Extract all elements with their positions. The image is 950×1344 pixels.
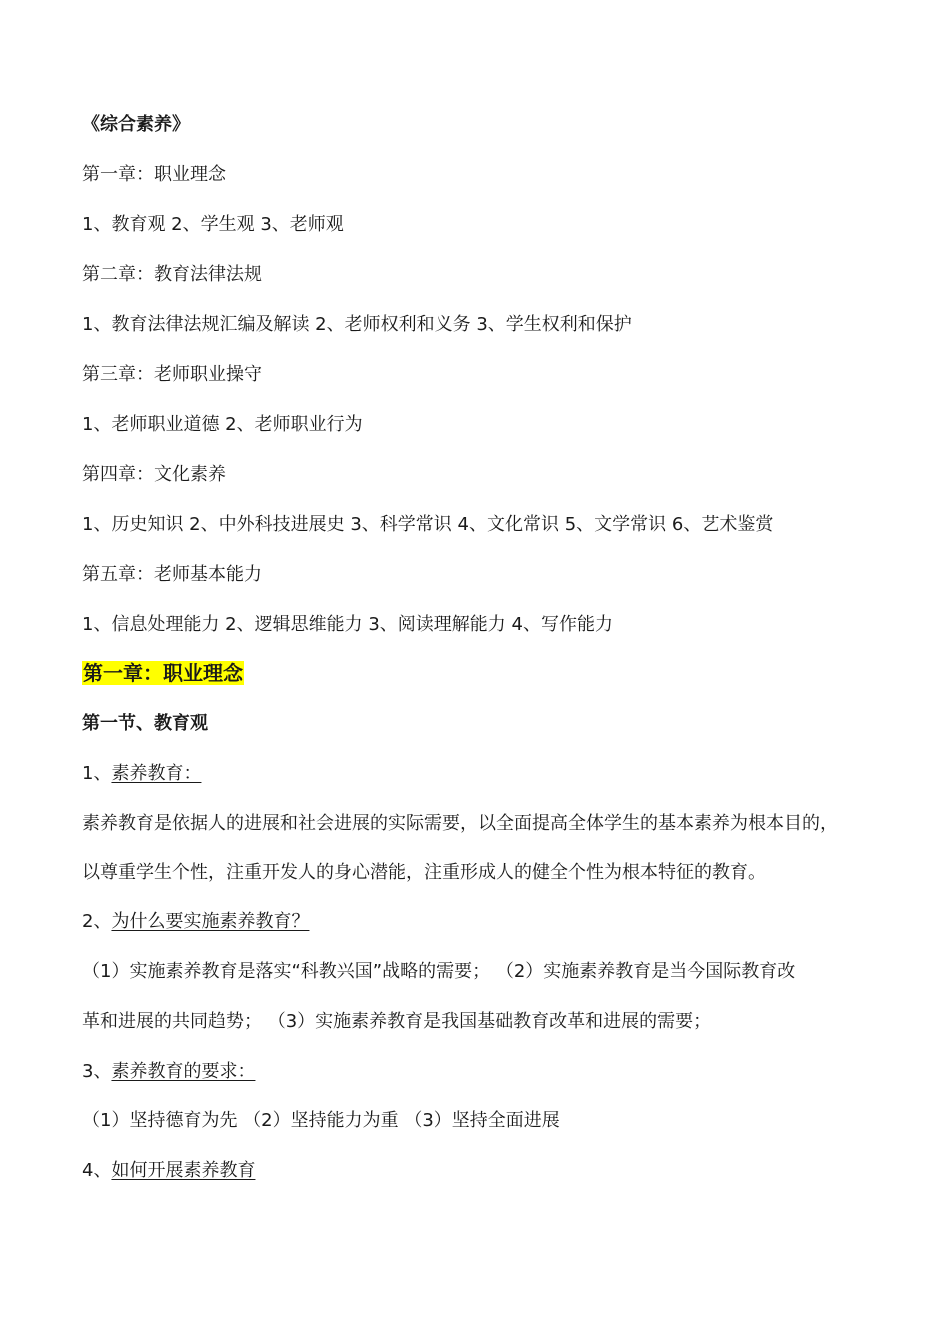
- item-1-number: 1、: [82, 763, 112, 784]
- toc-chapter-1-items: 1、教育观 2、学生观 3、老师观: [82, 214, 344, 235]
- section-heading: 第一节、教育观: [82, 713, 208, 734]
- item-3-heading: [82, 1060, 255, 1084]
- item-4-title: 如何开展素养教育: [111, 1160, 256, 1181]
- item-3-body-line-1: （1）坚持德育为先 （2）坚持能力为重 （3）坚持全面进展: [82, 1110, 560, 1131]
- toc-chapter-2: 第二章：教育法律法规: [82, 264, 262, 285]
- item-2-body-line-1: （1）实施素养教育是落实“科教兴国”战略的需要； （2）实施素养教育是当今国际教育改: [82, 961, 796, 982]
- item-1-title: 素养教育：: [111, 763, 202, 784]
- item-4-number: 4、: [82, 1160, 112, 1181]
- chapter-heading: [82, 661, 244, 687]
- toc-chapter-3-items: 1、老师职业道德 2、老师职业行为: [82, 414, 363, 435]
- toc-chapter-5-items: 1、信息处理能力 2、逻辑思维能力 3、阅读理解能力 4、写作能力: [82, 614, 613, 635]
- toc-chapter-3: 第三章：老师职业操守: [82, 364, 262, 385]
- toc-chapter-5: 第五章：老师基本能力: [82, 564, 262, 585]
- item-2-title: 为什么要实施素养教育？: [111, 911, 310, 932]
- toc-chapter-4-items: 1、历史知识 2、中外科技进展史 3、科学常识 4、文化常识 5、文学常识 6、艺术鉴赏: [82, 514, 774, 535]
- item-1-body-line-2: 以尊重学生个性，注重开发人的身心潜能，注重形成人的健全个性为根本特征的教育。: [82, 862, 766, 883]
- item-2-number: 2、: [82, 911, 112, 932]
- toc-chapter-1: 第一章：职业理念: [82, 164, 226, 185]
- item-1-heading: [82, 762, 201, 786]
- item-2-heading: [82, 910, 309, 934]
- item-2-body-line-2: 革和进展的共同趋势； （3）实施素养教育是我国基础教育改革和进展的需要；: [82, 1011, 712, 1032]
- chapter-heading-text: 第一章：职业理念: [83, 661, 243, 685]
- item-3-title: 素养教育的要求：: [111, 1061, 256, 1082]
- book-title: 《综合素养》: [82, 114, 190, 135]
- item-3-number: 3、: [82, 1061, 112, 1082]
- toc-chapter-2-items: 1、教育法律法规汇编及解读 2、老师权利和义务 3、学生权利和保护: [82, 314, 632, 335]
- item-1-body-line-1: 素养教育是依据人的进展和社会进展的实际需要，以全面提高全体学生的基本素养为根本目的，: [82, 813, 838, 834]
- item-4-heading: [82, 1159, 255, 1183]
- toc-chapter-4: 第四章：文化素养: [82, 464, 226, 485]
